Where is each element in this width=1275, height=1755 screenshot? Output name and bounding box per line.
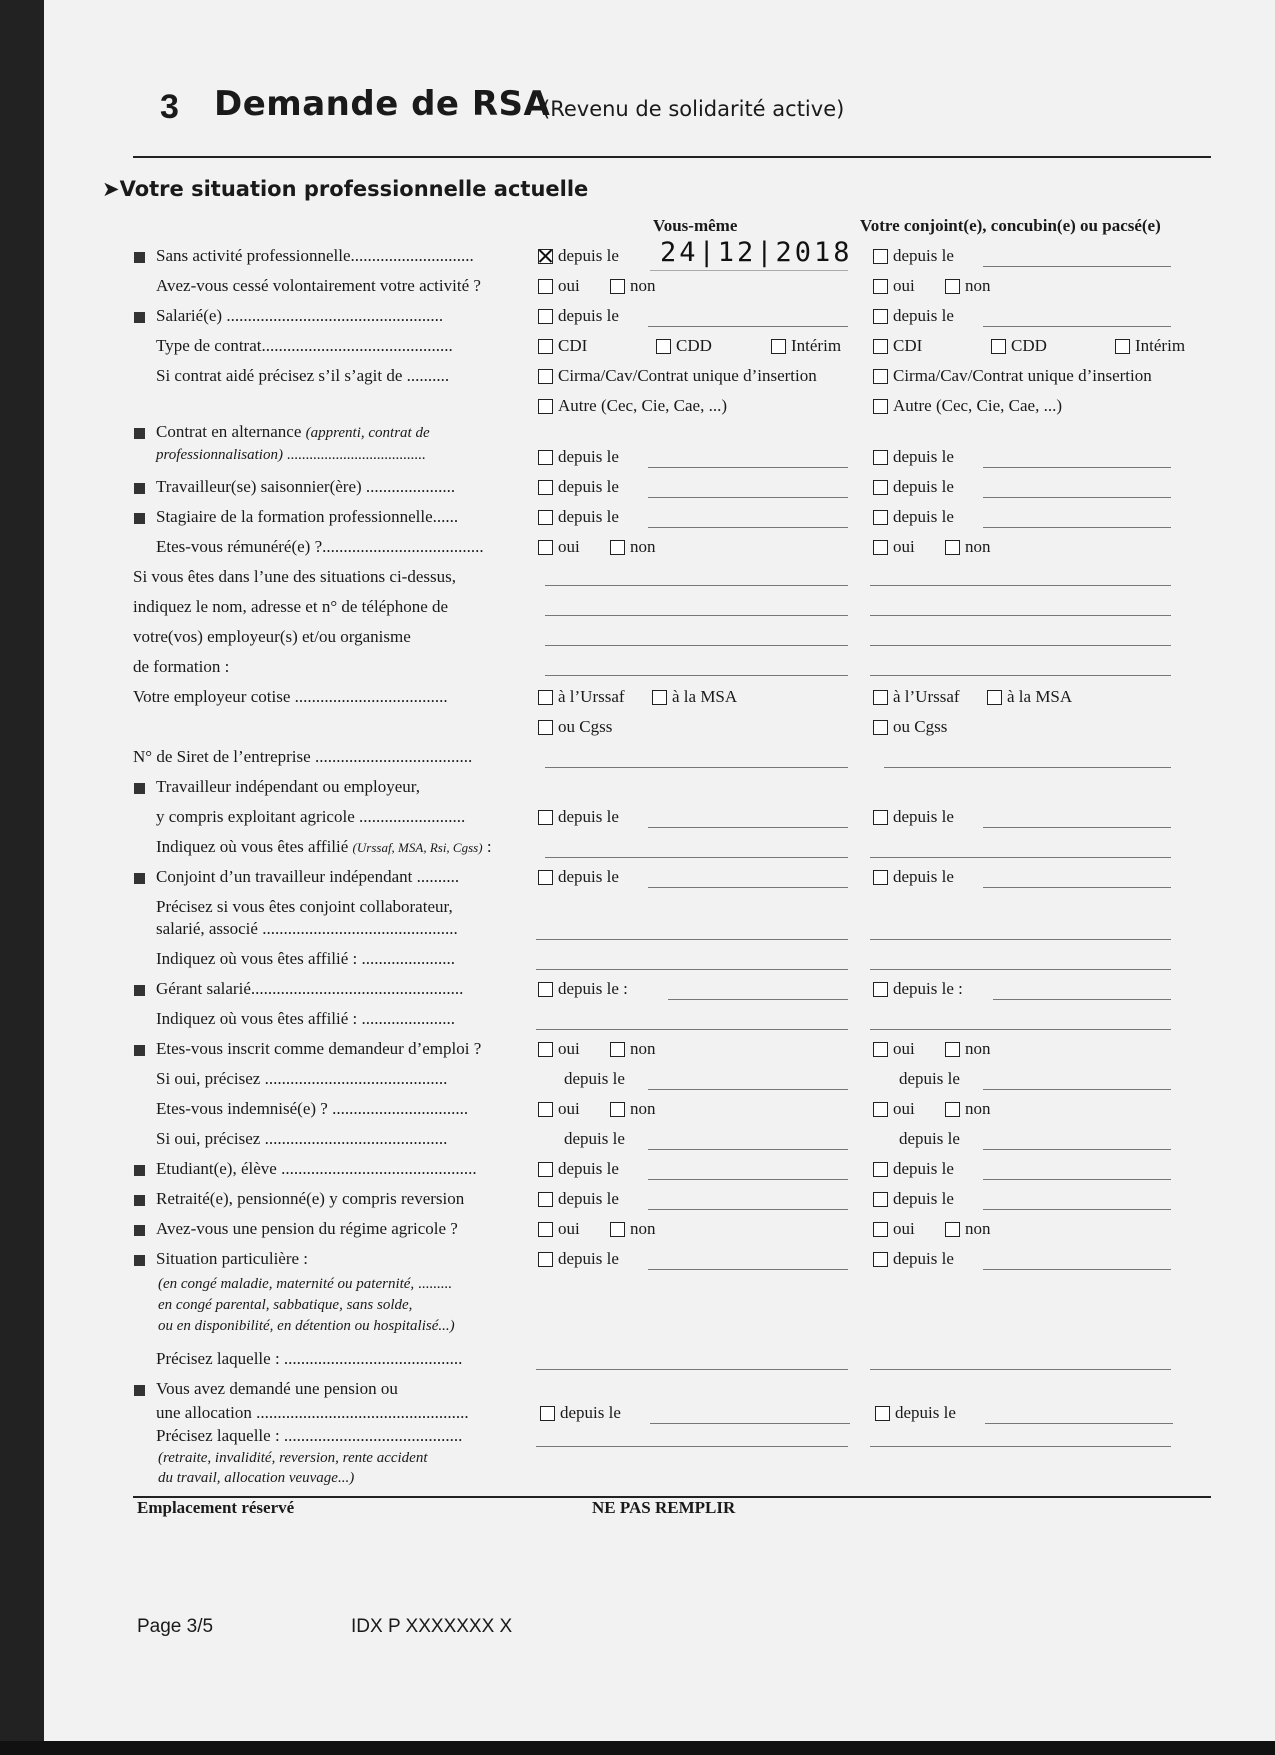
checkbox-msa-self[interactable]: à la MSA [652,687,737,707]
reserved-notice: NE PAS REMPLIR [592,1498,736,1517]
checkbox-icon [538,450,553,465]
label-depuis-le-partner-2: depuis le [899,1129,960,1148]
bullet-icon [134,1165,145,1176]
date-field-independant-self[interactable] [648,827,848,828]
checkbox-cdi-partner[interactable]: CDI [873,336,922,356]
employer-field-self-3[interactable] [545,645,848,646]
checkbox-allocation-partner[interactable]: depuis le [875,1403,956,1423]
date-field-conjoint-indep-partner[interactable] [983,887,1171,888]
checkbox-situation-partner[interactable]: depuis le [873,1249,954,1269]
checkbox-indemnise-non-self[interactable]: non [610,1099,656,1119]
checkbox-icon [538,1042,553,1057]
checkbox-indemnise-oui-self[interactable]: oui [538,1099,580,1119]
checkbox-icon [873,369,888,384]
label-situation-it2: en congé parental, sabbatique, sans solde, [158,1297,413,1313]
bullet-icon [134,873,145,884]
checkbox-alternance-partner[interactable]: depuis le [873,447,954,467]
checkbox-remunere-oui-self[interactable]: oui [538,537,580,557]
checkbox-icon [873,399,888,414]
checkbox-salarie-partner[interactable]: depuis le [873,306,954,326]
date-field-independant-partner[interactable] [983,827,1171,828]
checkbox-pension-non-self[interactable]: non [610,1219,656,1239]
date-field-saisonnier-self[interactable] [648,497,848,498]
label-depuis-le-partner-1: depuis le [899,1069,960,1088]
label-situations-1: Si vous êtes dans l’une des situations ci-dessus, [133,567,456,586]
siret-field-partner[interactable] [884,767,1171,768]
date-field-situation-self[interactable] [648,1269,848,1270]
checkbox-icon [610,540,625,555]
precisez-field-partner-1[interactable] [870,1369,1171,1370]
checkbox-icon [873,339,888,354]
label-si-oui-2: Si oui, précisez ........................................... [156,1129,448,1148]
checkbox-cirma-self[interactable]: Cirma/Cav/Contrat unique d’insertion [538,366,817,386]
date-field-allocation-self[interactable] [650,1423,850,1424]
page-title: Demande de RSA [214,84,551,124]
checkbox-etudiant-partner[interactable]: depuis le [873,1159,954,1179]
bullet-icon [134,1255,145,1266]
employer-field-self-2[interactable] [545,615,848,616]
checkbox-icon [991,339,1006,354]
checkbox-interim-partner[interactable]: Intérim [1115,336,1185,356]
page-number: Page 3/5 [137,1616,214,1637]
label-siret: N° de Siret de l’entreprise ..................................... [133,747,473,766]
bullet-icon [134,513,145,524]
date-field-etudiant-partner[interactable] [983,1179,1171,1180]
affilie-field-partner-2[interactable] [870,969,1171,970]
label-etudiant: Etudiant(e), élève .............................................. [156,1159,477,1178]
checkbox-remunere-non-partner[interactable]: non [945,537,991,557]
checkbox-alternance-self[interactable]: depuis le [538,447,619,467]
date-field-conjoint-indep-self[interactable] [648,887,848,888]
employer-field-self-1[interactable] [545,585,848,586]
checkbox-cirma-partner[interactable]: Cirma/Cav/Contrat unique d’insertion [873,366,1152,386]
date-sans-activite-self[interactable]: 24|12|2018 [660,237,853,268]
bullet-icon [134,1045,145,1056]
label-precisez-2: Précisez laquelle : .......................................... [156,1426,463,1445]
checkbox-cesse-non-self[interactable]: non [610,276,656,296]
checkbox-icon [656,339,671,354]
label-cotise: Votre employeur cotise .................................... [133,687,448,706]
arrow-icon: ➤ [102,177,120,201]
checkbox-icon [873,720,888,735]
checkbox-icon [873,249,888,264]
checkbox-icon [538,982,553,997]
date-field-allocation-partner[interactable] [985,1423,1173,1424]
form-reference: IDX P XXXXXXX X [351,1616,513,1637]
checkbox-icon [538,510,553,525]
label-collab-1: Précisez si vous êtes conjoint collaborateur, [156,897,453,916]
date-field-salarie-partner[interactable] [983,326,1171,327]
checkbox-icon [538,369,553,384]
label-remunere: Etes-vous rémunéré(e) ?...................................... [156,537,484,556]
checkbox-icon [873,510,888,525]
checkbox-icon [538,540,553,555]
checkbox-gerant-partner[interactable]: depuis le : [873,979,963,999]
checkbox-icon [873,690,888,705]
label-allocation-it1: (retraite, invalidité, reversion, rente accident [158,1450,428,1466]
label-independant-1: Travailleur indépendant ou employeur, [156,777,421,796]
reserved-label: Emplacement réservé [137,1498,295,1517]
checkbox-urssaf-self[interactable]: à l’Urssaf [538,687,625,707]
checkbox-cdi-self[interactable]: CDI [538,336,587,356]
label-affilie-1: Indiquez où vous êtes affilié (Urssaf, MSA, Rsi, Cgss) : [156,837,492,856]
label-affilie-3: Indiquez où vous êtes affilié : ...................... [156,1009,456,1028]
checkbox-icon [538,480,553,495]
checkbox-conjoint-indep-self[interactable]: depuis le [538,867,619,887]
checkbox-msa-partner[interactable]: à la MSA [987,687,1072,707]
label-depuis-le-self-1: depuis le [564,1069,625,1088]
label-contrat-aide: Si contrat aidé précisez s’il s’agit de .......... [156,366,450,385]
checkbox-icon [610,1222,625,1237]
checkbox-icon [873,1042,888,1057]
checkbox-icon [875,1406,890,1421]
checkbox-icon [610,1102,625,1117]
checkbox-icon [538,690,553,705]
checkbox-icon [945,279,960,294]
employer-field-self-4[interactable] [545,675,848,676]
date-field-demandeur-partner[interactable] [983,1089,1171,1090]
checkbox-icon [538,810,553,825]
date-field-indemnise-partner[interactable] [983,1149,1171,1150]
checkbox-pension-oui-partner[interactable]: oui [873,1219,915,1239]
label-precisez-1: Précisez laquelle : .......................................... [156,1349,463,1368]
date-field-stagiaire-self[interactable] [648,527,848,528]
date-field-alternance-partner[interactable] [983,467,1171,468]
checkbox-retraite-self[interactable]: depuis le [538,1189,619,1209]
checkbox-saisonnier-partner[interactable]: depuis le [873,477,954,497]
checkbox-interim-self[interactable]: Intérim [771,336,841,356]
checkbox-icon [538,339,553,354]
label-situation-it3: ou en disponibilité, en détention ou hospitalisé...) [158,1318,455,1334]
date-field-saisonnier-partner[interactable] [983,497,1171,498]
checkbox-icon [538,720,553,735]
label-situations-3: votre(vos) employeur(s) et/ou organisme [133,627,411,646]
checkbox-icon [1115,339,1130,354]
checkbox-icon [610,279,625,294]
label-conjoint-indep: Conjoint d’un travailleur indépendant .......... [156,867,460,886]
checkbox-stagiaire-partner[interactable]: depuis le [873,507,954,527]
checkbox-stagiaire-self[interactable]: depuis le [538,507,619,527]
checkbox-icon [945,1042,960,1057]
checkbox-remunere-oui-partner[interactable]: oui [873,537,915,557]
checkbox-independant-self[interactable]: depuis le [538,807,619,827]
checkbox-situation-self[interactable]: depuis le [538,1249,619,1269]
checkbox-pension-non-partner[interactable]: non [945,1219,991,1239]
checkbox-icon [538,279,553,294]
date-field-etudiant-self[interactable] [648,1179,848,1180]
label-sans-activite: Sans activité professionnelle............................. [156,246,474,265]
label-collab-2: salarié, associé .............................................. [156,919,458,938]
checkbox-cesse-oui-partner[interactable]: oui [873,276,915,296]
checkbox-demandeur-oui-partner[interactable]: oui [873,1039,915,1059]
collab-field-partner[interactable] [870,939,1171,940]
checkbox-cesse-non-partner[interactable]: non [945,276,991,296]
checkbox-demandeur-non-partner[interactable]: non [945,1039,991,1059]
column-header-partner: Votre conjoint(e), concubin(e) ou pacsé(e) [860,216,1161,235]
checkbox-saisonnier-self[interactable]: depuis le [538,477,619,497]
date-line [650,270,848,271]
bullet-icon [134,1225,145,1236]
checkbox-conjoint-indep-partner[interactable]: depuis le [873,867,954,887]
bullet-icon [134,252,145,263]
checkbox-icon [538,249,553,264]
employer-field-partner-3[interactable] [870,645,1171,646]
label-situations-2: indiquez le nom, adresse et n° de téléphone de [133,597,449,616]
label-situations-4: de formation : [133,657,230,676]
label-pension-agricole: Avez-vous une pension du régime agricole ? [156,1219,458,1238]
checkbox-pension-oui-self[interactable]: oui [538,1219,580,1239]
affilie-field-self-1[interactable] [545,857,848,858]
collab-field-self[interactable] [536,939,848,940]
precisez-field-partner-2[interactable] [870,1446,1171,1447]
checkbox-icon [873,1222,888,1237]
checkbox-sans-activite-self[interactable]: depuis le [538,246,619,266]
label-allocation-1: Vous avez demandé une pension ou [156,1379,398,1398]
label-situation-it1: (en congé maladie, maternité ou paternité, ......... [158,1276,452,1292]
checkbox-cgss-self[interactable]: ou Cgss [538,717,612,737]
label-alternance: Contrat en alternance (apprenti, contrat de [156,422,430,441]
checkbox-icon [873,810,888,825]
label-gerant: Gérant salarié.................................................. [156,979,464,998]
date-field-stagiaire-partner[interactable] [983,527,1171,528]
affilie-field-partner-3[interactable] [870,1029,1171,1030]
employer-field-partner-4[interactable] [870,675,1171,676]
date-field-gerant-self[interactable] [668,999,848,1000]
scan-left-edge [0,0,44,1755]
bullet-icon [134,428,145,439]
checkbox-icon [873,1102,888,1117]
checkbox-salarie-self[interactable]: depuis le [538,306,619,326]
date-field-retraite-self[interactable] [648,1209,848,1210]
employer-field-partner-1[interactable] [870,585,1171,586]
checkbox-icon [540,1406,555,1421]
bullet-icon [134,783,145,794]
checkbox-cdd-partner[interactable]: CDD [991,336,1047,356]
checkbox-icon [538,1102,553,1117]
checkbox-icon [538,1222,553,1237]
checkbox-urssaf-partner[interactable]: à l’Urssaf [873,687,960,707]
checkbox-icon [873,279,888,294]
label-retraite: Retraité(e), pensionné(e) y compris reversion [156,1189,465,1208]
affilie-field-self-2[interactable] [536,969,848,970]
label-saisonnier: Travailleur(se) saisonnier(ère) ..................... [156,477,456,496]
checkbox-icon [873,1192,888,1207]
section-number: 3 [160,88,179,126]
checkbox-sans-activite-partner[interactable]: depuis le [873,246,954,266]
label-type-contrat: Type de contrat............................................. [156,336,453,355]
checkbox-remunere-non-self[interactable]: non [610,537,656,557]
checkbox-icon [945,540,960,555]
bullet-icon [134,312,145,323]
date-field-alternance-self[interactable] [648,467,848,468]
checkbox-icon [873,1252,888,1267]
scan-bottom-edge [0,1741,1275,1755]
bullet-icon [134,483,145,494]
checkbox-icon [538,309,553,324]
checkbox-icon [538,1192,553,1207]
checkbox-cdd-self[interactable]: CDD [656,336,712,356]
label-stagiaire: Stagiaire de la formation professionnelle...... [156,507,459,526]
checkbox-gerant-self[interactable]: depuis le : [538,979,628,999]
bullet-icon [134,985,145,996]
checkbox-etudiant-self[interactable]: depuis le [538,1159,619,1179]
date-field-retraite-partner[interactable] [983,1209,1171,1210]
checkbox-allocation-self[interactable]: depuis le [540,1403,621,1423]
bullet-icon [134,1385,145,1396]
label-cesse: Avez-vous cessé volontairement votre activité ? [156,276,481,295]
date-field-gerant-partner[interactable] [993,999,1171,1000]
section-heading: ➤Votre situation professionnelle actuelle [102,177,589,201]
checkbox-retraite-partner[interactable]: depuis le [873,1189,954,1209]
label-demandeur: Etes-vous inscrit comme demandeur d’emploi ? [156,1039,482,1058]
checkbox-cesse-oui-self[interactable]: oui [538,276,580,296]
label-allocation-it2: du travail, allocation veuvage...) [158,1470,355,1486]
affilie-field-self-3[interactable] [536,1029,848,1030]
checkbox-independant-partner[interactable]: depuis le [873,807,954,827]
checkbox-icon [873,870,888,885]
employer-field-partner-2[interactable] [870,615,1171,616]
checkbox-icon [945,1222,960,1237]
bullet-icon [134,1195,145,1206]
checkbox-icon [987,690,1002,705]
checkbox-icon [873,309,888,324]
checkbox-icon [771,339,786,354]
date-field-indemnise-self[interactable] [648,1149,848,1150]
checkbox-icon [873,480,888,495]
checkbox-icon [873,982,888,997]
checkbox-icon [873,450,888,465]
checkbox-icon [538,1252,553,1267]
checkbox-icon [652,690,667,705]
label-indemnise: Etes-vous indemnisé(e) ? ................................ [156,1099,469,1118]
checkbox-indemnise-oui-partner[interactable]: oui [873,1099,915,1119]
checkbox-indemnise-non-partner[interactable]: non [945,1099,991,1119]
checkbox-icon [538,1162,553,1177]
label-situation-part: Situation particulière : [156,1249,309,1268]
page-subtitle: (Revenu de solidarité active) [542,97,845,121]
date-field-salarie-self[interactable] [648,326,848,327]
checkbox-icon [873,540,888,555]
label-independant-2: y compris exploitant agricole ......................... [156,807,466,826]
checkbox-icon [945,1102,960,1117]
label-allocation-2: une allocation .................................................. [156,1403,469,1422]
header-rule [133,156,1211,158]
checkbox-demandeur-non-self[interactable]: non [610,1039,656,1059]
precisez-field-self-2[interactable] [536,1446,848,1447]
date-field-sans-activite-partner[interactable] [983,266,1171,267]
checkbox-icon [538,870,553,885]
checkbox-icon [610,1042,625,1057]
date-field-situation-partner[interactable] [983,1269,1171,1270]
label-alternance-2: professionnalisation) ..................................... [156,447,426,463]
checkbox-icon [873,1162,888,1177]
column-header-self: Vous-même [653,216,738,235]
label-salarie: Salarié(e) ................................................... [156,306,444,325]
checkbox-demandeur-oui-self[interactable]: oui [538,1039,580,1059]
checkbox-autre-partner[interactable]: Autre (Cec, Cie, Cae, ...) [873,396,1062,416]
label-depuis-le-self-2: depuis le [564,1129,625,1148]
affilie-field-partner-1[interactable] [870,857,1171,858]
siret-field-self[interactable] [545,767,848,768]
date-field-demandeur-self[interactable] [648,1089,848,1090]
checkbox-autre-self[interactable]: Autre (Cec, Cie, Cae, ...) [538,396,727,416]
checkbox-cgss-partner[interactable]: ou Cgss [873,717,947,737]
precisez-field-self-1[interactable] [536,1369,848,1370]
label-affilie-2: Indiquez où vous êtes affilié : ...................... [156,949,456,968]
label-si-oui-1: Si oui, précisez ........................................... [156,1069,448,1088]
checkbox-icon [538,399,553,414]
